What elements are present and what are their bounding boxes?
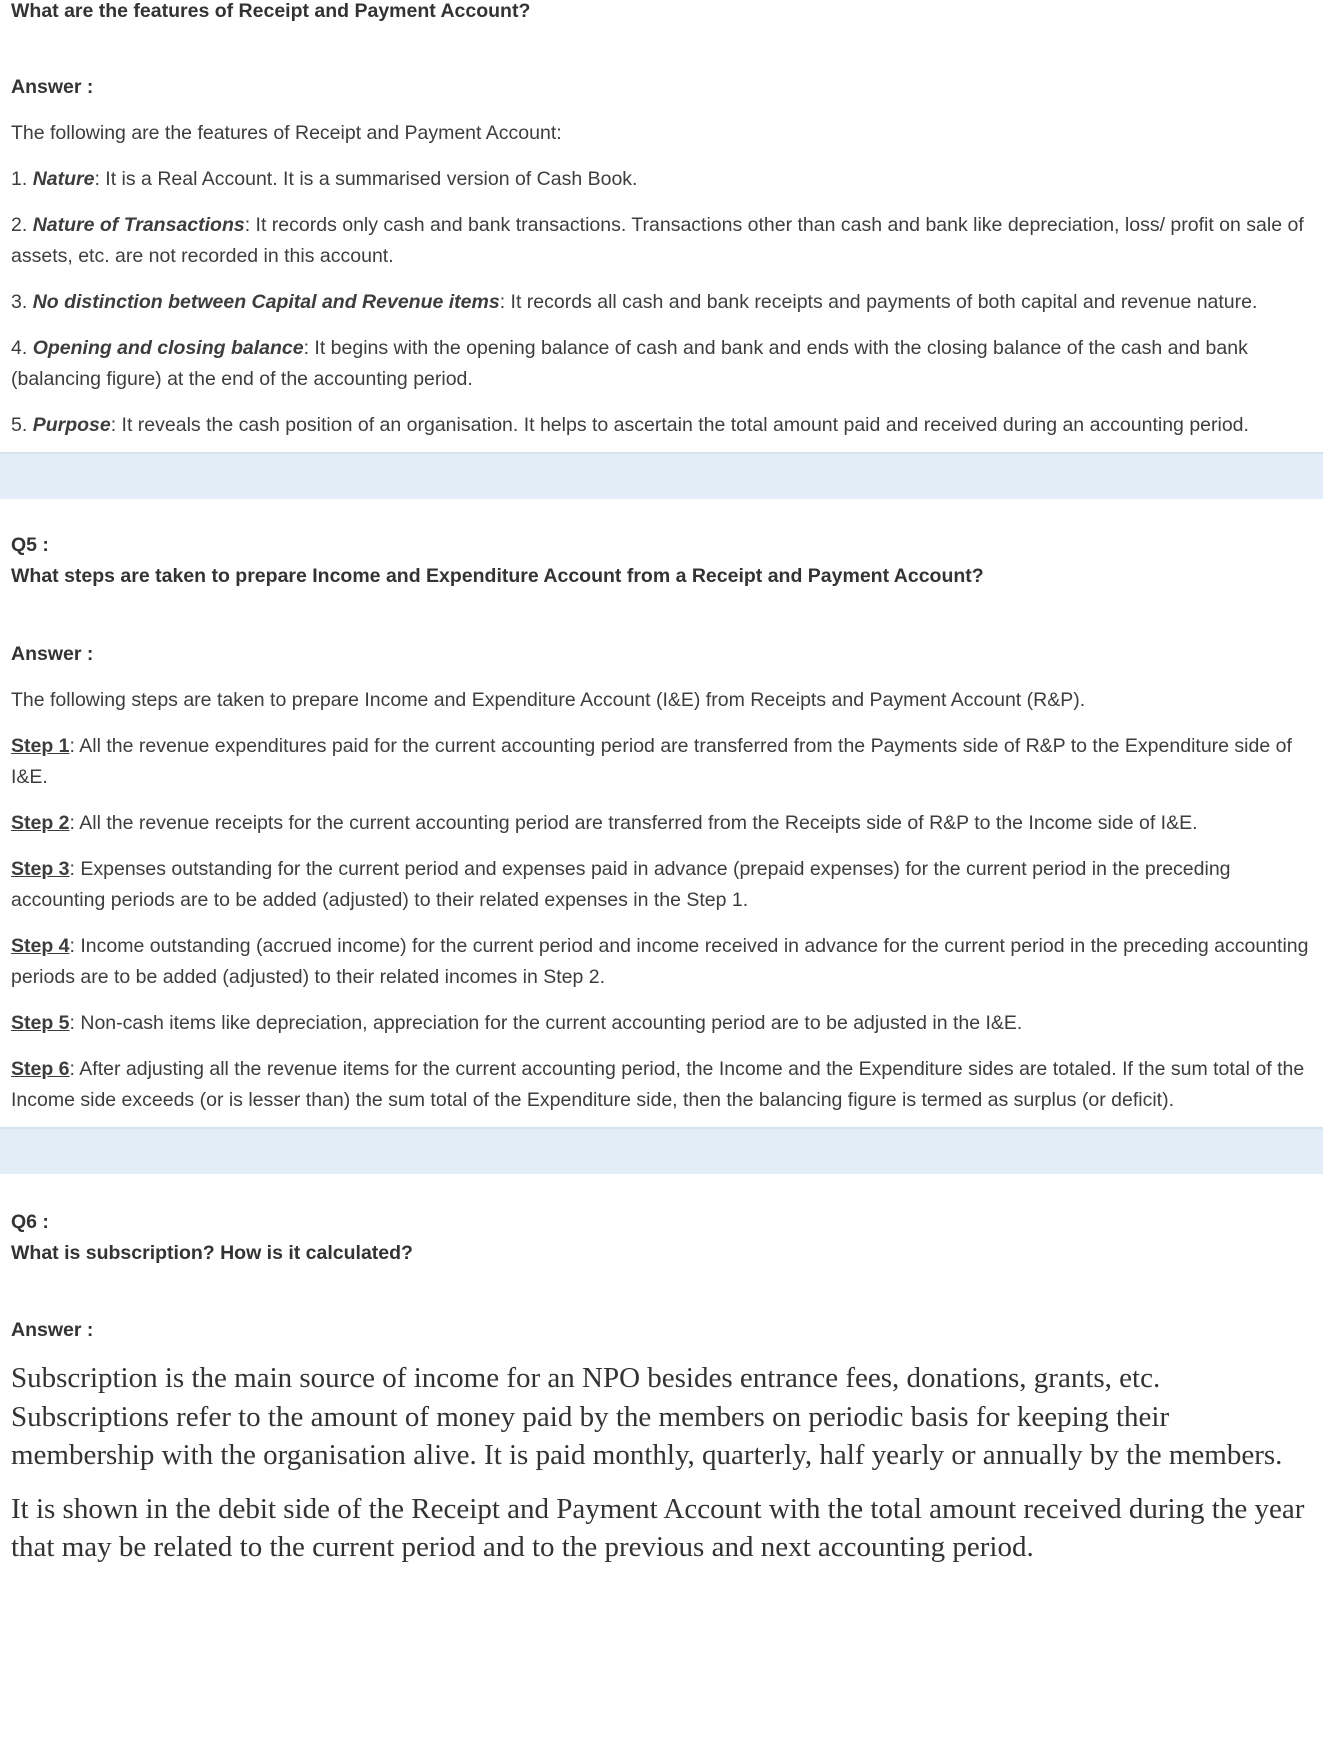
item-term: No distinction between Capital and Revenue items <box>32 291 500 313</box>
q6-section <box>0 1207 1323 1567</box>
list-item <box>11 410 1312 441</box>
step-label: Step 3 <box>11 858 70 880</box>
steps-list <box>11 731 1312 1116</box>
step-text: : Non-cash items like depreciation, appreciation for the current accounting period are to be adjusted in the I&E. <box>69 1012 1023 1034</box>
step-item <box>11 854 1312 916</box>
section-divider <box>0 452 1323 499</box>
step-text: : Income outstanding (accrued income) for the current period and income received in advance for the current period in the preceding accounting periods are to be added (adjusted) to their related incomes in Step 2. <box>11 935 1309 988</box>
answer-label: Answer : <box>11 1319 94 1341</box>
list-item <box>11 164 1312 195</box>
step-item <box>11 731 1312 793</box>
step-item <box>11 1054 1312 1116</box>
step-label: Step 2 <box>11 812 70 834</box>
step-item <box>11 931 1312 993</box>
step-text: : All the revenue receipts for the current accounting period are transferred from the Receipts side of R&P to the Income side of I&E. <box>69 812 1198 834</box>
question-title: What steps are taken to prepare Income and Expenditure Account from a Receipt and Payment Account? <box>11 565 984 587</box>
answer-paragraph: Subscription is the main source of income for an NPO besides entrance fees, donations, grants, etc. Subscriptions refer to the amount of money paid by the members on periodic basis for keeping their membership with the organisation alive. It is paid monthly, quarterly, half yearly or annually by the members. <box>11 1362 1283 1471</box>
item-number: 5. <box>11 414 33 436</box>
answer-label: Answer : <box>11 643 94 665</box>
list-item <box>11 287 1312 318</box>
step-label: Step 5 <box>11 1012 70 1034</box>
answer-paragraph: It is shown in the debit side of the Receipt and Payment Account with the total amount received during the year that may be related to the current period and to the previous and next accounting period. <box>11 1492 1305 1563</box>
item-text: : It records only cash and bank transactions. Transactions other than cash and bank like depreciation, loss/ profit on sale of assets, etc. are not recorded in this account. <box>11 214 1304 267</box>
step-label: Step 4 <box>11 935 70 957</box>
list-item <box>11 210 1312 272</box>
item-number: 1. <box>11 168 33 190</box>
step-item <box>11 1008 1312 1039</box>
item-number: 2. <box>11 214 33 236</box>
item-number: 4. <box>11 337 33 359</box>
section-divider <box>0 1127 1323 1174</box>
answer-intro: The following steps are taken to prepare Income and Expenditure Account (I&E) from Receipts and Payment Account (R&P). <box>11 689 1086 711</box>
step-text: : Expenses outstanding for the current period and expenses paid in advance (prepaid expenses) for the current period in the preceding accounting periods are to be added (adjusted) to their related expenses in the Step 1. <box>11 858 1231 911</box>
question-label: Q6 : <box>11 1211 49 1233</box>
item-term: Nature <box>32 168 95 190</box>
step-label: Step 6 <box>11 1058 70 1080</box>
item-text: : It records all cash and bank receipts and payments of both capital and revenue nature. <box>499 291 1258 313</box>
item-term: Opening and closing balance <box>32 337 304 359</box>
item-text: : It is a Real Account. It is a summarised version of Cash Book. <box>94 168 638 190</box>
list-item <box>11 333 1312 395</box>
item-term: Nature of Transactions <box>32 214 245 236</box>
question-title: What are the features of Receipt and Payment Account? <box>11 0 531 22</box>
answer-label: Answer : <box>11 76 94 98</box>
question-title: What is subscription? How is it calculated? <box>11 1242 413 1264</box>
item-text: : It begins with the opening balance of cash and bank and ends with the closing balance of the cash and bank (balancing figure) at the end of the accounting period. <box>11 337 1248 390</box>
item-term: Purpose <box>32 414 111 436</box>
step-item <box>11 808 1312 839</box>
item-number: 3. <box>11 291 33 313</box>
step-text: : After adjusting all the revenue items for the current accounting period, the Income and the Expenditure sides are totaled. If the sum total of the Income side exceeds (or is lesser than) the sum total of the Expenditure side, then the balancing figure is termed as surplus (or deficit). <box>11 1058 1305 1111</box>
item-text: : It reveals the cash position of an organisation. It helps to ascertain the total amount paid and received during an accounting period. <box>110 414 1249 436</box>
feature-list <box>11 164 1312 441</box>
step-text: : All the revenue expenditures paid for the current accounting period are transferred from the Payments side of R&P to the Expenditure side of I&E. <box>11 735 1292 788</box>
question-label: Q5 : <box>11 534 49 556</box>
q4-section <box>0 0 1323 441</box>
q5-section <box>0 530 1323 1116</box>
step-label: Step 1 <box>11 735 70 757</box>
answer-intro: The following are the features of Receipt and Payment Account: <box>11 122 562 144</box>
